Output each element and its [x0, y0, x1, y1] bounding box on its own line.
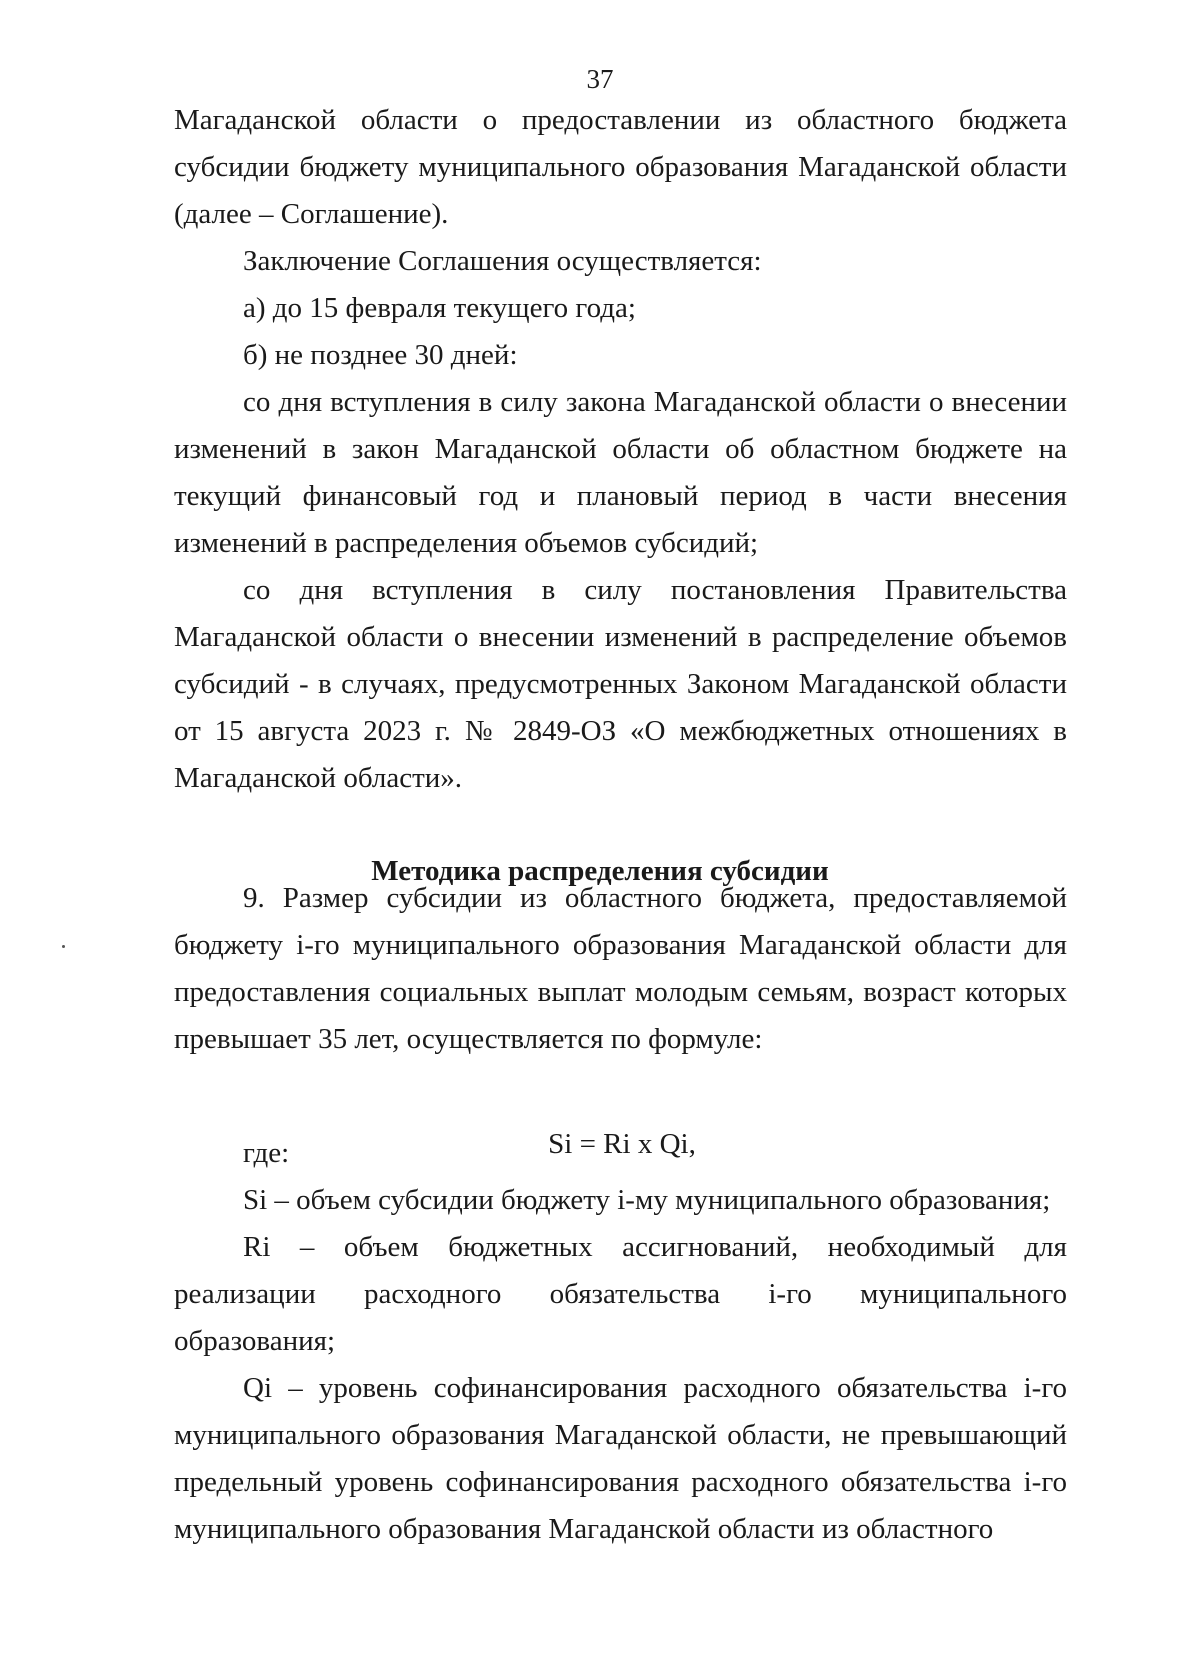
list-item-a: а) до 15 февраля текущего года;: [243, 292, 636, 324]
list-item-b: б) не позднее 30 дней:: [243, 339, 518, 371]
paragraph-9: 9. Размер субсидии из областного бюджета, предоставляемой бюджету i-го муниципального образования Магаданской области для предоставления социальных выплат молодым семьям, возраст которых превышает 35 лет, осуществляется по формуле:: [174, 882, 1067, 1055]
paragraph-continuation: Магаданской области о предоставлении из областного бюджета субсидии бюджету муниципального образования Магаданской области (далее – Соглашение).: [174, 104, 1067, 230]
definition-ri: Ri – объем бюджетных ассигнований, необходимый для реализации расходного обязательства i-го муниципального образования;: [174, 1231, 1067, 1357]
formula: Si = Ri x Qi,: [548, 1128, 696, 1160]
definition-qi: Qi – уровень софинансирования расходного обязательства i-го муниципального образования Магаданской области, не превышающий предельный уровень софинансирования расходного обязательства i-го муниципального образования Магаданской области из областного: [174, 1372, 1067, 1545]
definition-si: Si – объем субсидии бюджету i-му муниципального образования;: [243, 1184, 1051, 1216]
paragraph-agreement-intro: Заключение Соглашения осуществляется:: [243, 245, 762, 277]
page-number: 37: [586, 64, 614, 94]
section-heading: Методика распределения субсидии: [371, 855, 829, 887]
scan-speck: [62, 945, 65, 948]
text-block-methodology: [174, 875, 1067, 1063]
text-block-definitions: [174, 1130, 1067, 1553]
paragraph-law-changes: со дня вступления в силу закона Магаданской области о внесении изменений в закон Магаданской области об областном бюджете на текущий финансовый год и плановый период в части внесения изменений в распределения объемов субсидий;: [174, 386, 1067, 559]
text-block-top: [174, 97, 1067, 802]
where-label: где:: [243, 1137, 290, 1169]
paragraph-resolution-changes: со дня вступления в силу постановления Правительства Магаданской области о внесении изменений в распределение объемов субсидий - в случаях, предусмотренных Законом Магаданской области от 15 августа 2023 г. № 2849-ОЗ «О межбюджетных отношениях в Магаданской области».: [174, 574, 1067, 794]
